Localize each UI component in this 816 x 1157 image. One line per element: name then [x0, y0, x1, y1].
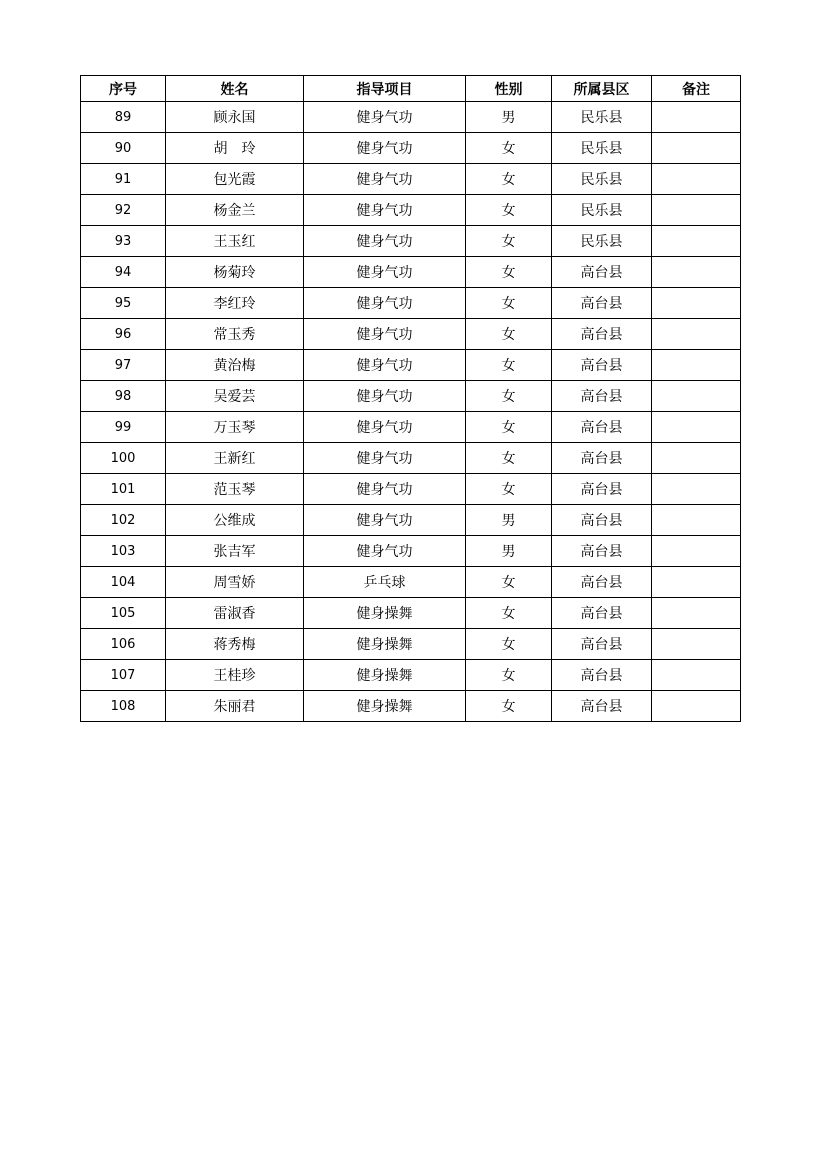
cell-gender: 女 [466, 164, 552, 195]
cell-gender: 女 [466, 412, 552, 443]
cell-remarks [652, 474, 741, 505]
table-row [81, 257, 741, 288]
cell-project: 健身气功 [304, 381, 466, 412]
cell-remarks [652, 257, 741, 288]
cell-name: 常玉秀 [166, 319, 304, 350]
header-row [81, 76, 741, 102]
cell-name: 蒋秀梅 [166, 629, 304, 660]
cell-name: 吴爱芸 [166, 381, 304, 412]
cell-project: 健身气功 [304, 319, 466, 350]
table-row [81, 350, 741, 381]
cell-index: 108 [81, 691, 166, 722]
table-row [81, 102, 741, 133]
cell-gender: 女 [466, 319, 552, 350]
cell-county: 高台县 [552, 691, 652, 722]
cell-county: 高台县 [552, 350, 652, 381]
table-row [81, 133, 741, 164]
cell-project: 健身气功 [304, 288, 466, 319]
cell-county: 民乐县 [552, 133, 652, 164]
cell-gender: 女 [466, 474, 552, 505]
cell-county: 民乐县 [552, 164, 652, 195]
table-row [81, 474, 741, 505]
cell-name: 万玉琴 [166, 412, 304, 443]
cell-index: 105 [81, 598, 166, 629]
cell-county: 高台县 [552, 257, 652, 288]
cell-county: 高台县 [552, 660, 652, 691]
table-row [81, 319, 741, 350]
cell-county: 高台县 [552, 567, 652, 598]
cell-project: 健身气功 [304, 257, 466, 288]
cell-name: 公维成 [166, 505, 304, 536]
cell-project: 健身气功 [304, 536, 466, 567]
cell-index: 97 [81, 350, 166, 381]
cell-name: 王新红 [166, 443, 304, 474]
roster-table [80, 75, 741, 722]
cell-gender: 女 [466, 226, 552, 257]
cell-county: 高台县 [552, 505, 652, 536]
cell-remarks [652, 598, 741, 629]
table-row [81, 691, 741, 722]
cell-remarks [652, 381, 741, 412]
cell-index: 92 [81, 195, 166, 226]
cell-remarks [652, 629, 741, 660]
cell-name: 张吉军 [166, 536, 304, 567]
cell-gender: 女 [466, 195, 552, 226]
cell-gender: 女 [466, 288, 552, 319]
cell-index: 101 [81, 474, 166, 505]
cell-name: 朱丽君 [166, 691, 304, 722]
cell-index: 99 [81, 412, 166, 443]
cell-county: 高台县 [552, 474, 652, 505]
cell-gender: 女 [466, 567, 552, 598]
cell-index: 98 [81, 381, 166, 412]
cell-name: 李红玲 [166, 288, 304, 319]
cell-project: 健身气功 [304, 350, 466, 381]
cell-index: 94 [81, 257, 166, 288]
cell-remarks [652, 505, 741, 536]
cell-project: 健身操舞 [304, 598, 466, 629]
header-index: 序号 [81, 76, 166, 102]
cell-project: 健身气功 [304, 505, 466, 536]
cell-name: 包光霞 [166, 164, 304, 195]
cell-gender: 男 [466, 102, 552, 133]
cell-name: 杨菊玲 [166, 257, 304, 288]
cell-gender: 女 [466, 629, 552, 660]
table-row [81, 195, 741, 226]
cell-project: 健身气功 [304, 474, 466, 505]
cell-gender: 女 [466, 443, 552, 474]
cell-index: 91 [81, 164, 166, 195]
cell-name: 杨金兰 [166, 195, 304, 226]
cell-index: 102 [81, 505, 166, 536]
cell-index: 89 [81, 102, 166, 133]
cell-gender: 女 [466, 660, 552, 691]
cell-county: 民乐县 [552, 226, 652, 257]
cell-county: 高台县 [552, 443, 652, 474]
cell-remarks [652, 102, 741, 133]
cell-remarks [652, 288, 741, 319]
header-gender: 性别 [466, 76, 552, 102]
cell-county: 高台县 [552, 536, 652, 567]
cell-project: 健身气功 [304, 195, 466, 226]
cell-index: 106 [81, 629, 166, 660]
table-row [81, 412, 741, 443]
cell-county: 高台县 [552, 629, 652, 660]
header-name: 姓名 [166, 76, 304, 102]
table-row [81, 381, 741, 412]
cell-gender: 女 [466, 598, 552, 629]
cell-name: 王玉红 [166, 226, 304, 257]
cell-name: 范玉琴 [166, 474, 304, 505]
cell-remarks [652, 164, 741, 195]
cell-project: 健身气功 [304, 226, 466, 257]
cell-remarks [652, 319, 741, 350]
cell-project: 健身操舞 [304, 660, 466, 691]
table-row [81, 536, 741, 567]
cell-project: 健身气功 [304, 443, 466, 474]
header-county: 所属县区 [552, 76, 652, 102]
cell-gender: 女 [466, 257, 552, 288]
header-remarks: 备注 [652, 76, 741, 102]
cell-county: 高台县 [552, 381, 652, 412]
cell-remarks [652, 691, 741, 722]
table-row [81, 443, 741, 474]
cell-remarks [652, 443, 741, 474]
table-row [81, 567, 741, 598]
cell-index: 104 [81, 567, 166, 598]
cell-county: 高台县 [552, 598, 652, 629]
cell-index: 100 [81, 443, 166, 474]
cell-remarks [652, 195, 741, 226]
cell-remarks [652, 226, 741, 257]
cell-project: 健身气功 [304, 412, 466, 443]
table-row [81, 660, 741, 691]
table-row [81, 629, 741, 660]
table-row [81, 505, 741, 536]
table-row [81, 164, 741, 195]
cell-index: 107 [81, 660, 166, 691]
table-row [81, 226, 741, 257]
cell-county: 高台县 [552, 412, 652, 443]
cell-index: 90 [81, 133, 166, 164]
cell-county: 高台县 [552, 288, 652, 319]
cell-project: 健身操舞 [304, 629, 466, 660]
cell-remarks [652, 660, 741, 691]
cell-remarks [652, 133, 741, 164]
cell-project: 健身气功 [304, 133, 466, 164]
table-body [81, 102, 741, 722]
cell-name: 周雪娇 [166, 567, 304, 598]
cell-gender: 男 [466, 536, 552, 567]
cell-project: 健身气功 [304, 164, 466, 195]
table-row [81, 288, 741, 319]
cell-gender: 男 [466, 505, 552, 536]
cell-name: 雷淑香 [166, 598, 304, 629]
cell-index: 95 [81, 288, 166, 319]
cell-name: 黄治梅 [166, 350, 304, 381]
cell-gender: 女 [466, 350, 552, 381]
cell-remarks [652, 536, 741, 567]
cell-name: 顾永国 [166, 102, 304, 133]
cell-project: 健身操舞 [304, 691, 466, 722]
cell-name: 王桂珍 [166, 660, 304, 691]
header-project: 指导项目 [304, 76, 466, 102]
table-header [81, 76, 741, 102]
cell-gender: 女 [466, 691, 552, 722]
cell-county: 民乐县 [552, 102, 652, 133]
cell-name: 胡 玲 [166, 133, 304, 164]
table-row [81, 598, 741, 629]
cell-county: 民乐县 [552, 195, 652, 226]
cell-index: 96 [81, 319, 166, 350]
cell-project: 健身气功 [304, 102, 466, 133]
cell-project: 乒乓球 [304, 567, 466, 598]
cell-gender: 女 [466, 133, 552, 164]
cell-index: 103 [81, 536, 166, 567]
cell-county: 高台县 [552, 319, 652, 350]
cell-remarks [652, 567, 741, 598]
cell-gender: 女 [466, 381, 552, 412]
cell-remarks [652, 412, 741, 443]
cell-remarks [652, 350, 741, 381]
cell-index: 93 [81, 226, 166, 257]
